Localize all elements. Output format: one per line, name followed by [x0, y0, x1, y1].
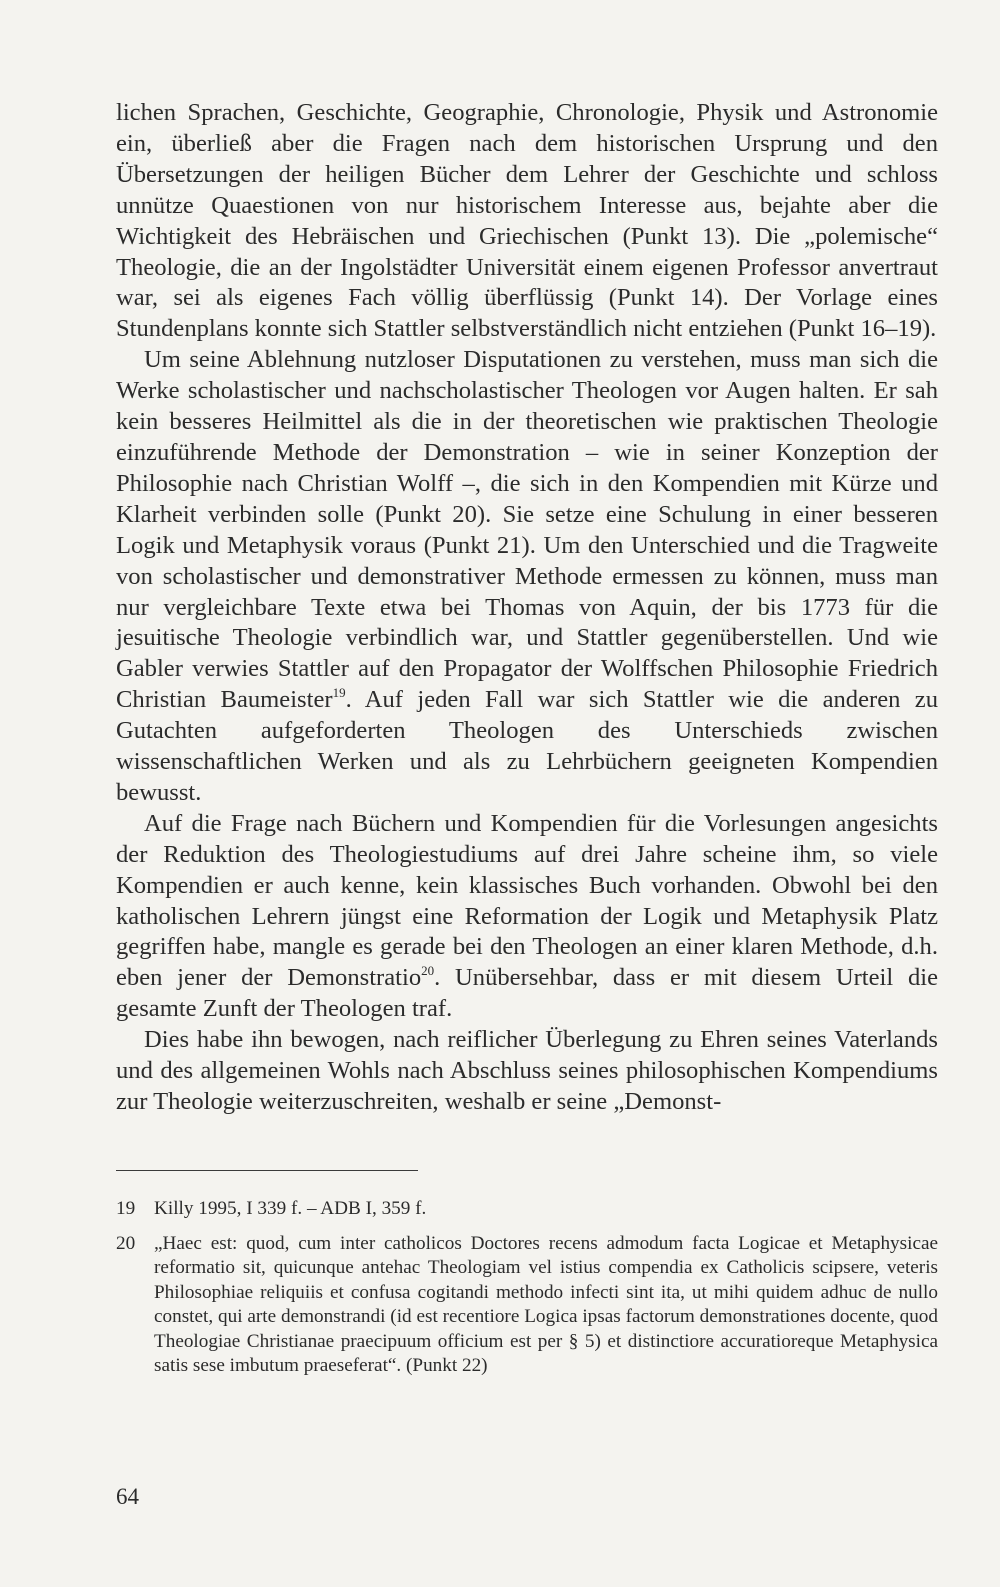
paragraph-text-continued: . Auf jeden Fall war sich Stattler wie die anderen zu Gutachten aufgeforderten Theologen des Unterschieds zwischen wissenschaftlichen Werken und als zu Lehrbüchern geeigneten Kompendien bewusst. [116, 686, 939, 806]
footnotes [116, 1197, 938, 1379]
paragraph-3 [116, 809, 938, 1025]
page-number: 64 [116, 1484, 139, 1509]
paragraph-text: Dies habe ihn bewogen, nach reiflicher Überlegung zu Ehren seines Vaterlands und des allgemeinen Wohls nach Abschluss seines philosophischen Kompendiums zur Theologie weiterzuschreiten, weshalb er seine „Demonst- [116, 1026, 938, 1115]
body-text [116, 98, 938, 1118]
paragraph-text: Auf die Frage nach Büchern und Kompendien für die Vorlesungen angesichts der Reduktion des Theologiestudiums auf drei Jahre scheine ihm, so viele Kompendien er auch kenne, kein klassisches Buch vorhanden. Obwohl bei den katholischen Lehrern jüngst eine Reformation der Logik und Metaphysik Platz gegriffen habe, mangle es gerade bei den Theologen an einer klaren Methode, d.h. eben jener der Demonstratio [116, 809, 938, 992]
footnote-item [116, 1232, 938, 1380]
footnote-text: Killy 1995, I 339 f. – ADB I, 359 f. [154, 1197, 427, 1219]
paragraph-2 [116, 345, 938, 809]
paragraph-text: Um seine Ablehnung nutzloser Disputationen zu verstehen, muss man sich die Werke scholastischer und nachscholastischer Theologen vor Augen halten. Er sah kein besseres Heilmittel als die in der theoretischen wie praktischen Theologie einzuführende Methode der Demonstration – wie in seiner Konzeption der Philosophie nach Christian Wolff –, die sich in den Kompendien mit Kürze und Klarheit verbinden solle (Punkt 20). Sie setze eine Schulung in einer besseren Logik und Metaphysik voraus (Punkt 21). Um den Unterschied und die Tragweite von scholastischer und demonstrativer Methode ermessen zu können, muss man nur vergleichbare Texte etwa bei Thomas von Aquin, der bis 1773 für die jesuitische Theologie verbindlich war, und Stattler gegenüberstellen. Und wie Gabler verwies Stattler auf den Propagator der Wolffschen Philosophie Friedrich Christian Baumeister [116, 346, 938, 714]
paragraph-1 [116, 98, 938, 345]
footnote-number: 20 [116, 1232, 136, 1254]
paragraph-text: lichen Sprachen, Geschichte, Geographie, Chronologie, Physik und Astronomie ein, überließ aber die Fragen nach dem historischen Ursprung und den Übersetzungen der heiligen Bücher dem Lehrer der Geschichte und schloss unnütze Quaestionen von nur historischem Interesse aus, bejahte aber die Wichtigkeit des Hebräischen und Griechischen (Punkt 13). Die „polemische“ Theologie, die an der Ingolstädter Universität einem eigenen Professor anvertraut war, sei als eigenes Fach völlig überflüssig (Punkt 14). Der Vorlage eines Stundenplans konnte sich Stattler selbstverständlich nicht entziehen (Punkt 16–19). [116, 99, 938, 343]
footnote-reference[interactable]: 20 [421, 963, 435, 979]
footnote-text: „Haec est: quod, cum inter catholicos Doctores recens admodum facta Logicae et Metaphysicae reformatio sit, quicunque antehac Theologiam vel istius compendia ex Catholicis scipsere, veteris Philosophiae reliquiis et confusa cogitandi methodo infecti sint ita, ut mihi quidem adhuc de nullo constet, qui arte demonstrandi (id est recentiore Logica ipsas factorum demonstrationes docente, quod Theologiae Christianae praecipuum officium est per § 5) et distinctiore accuratioreque Metaphysica satis sese imbutum praeseferat“. (Punkt 22) [154, 1232, 938, 1377]
paragraph-text-continued: . Unübersehbar, dass er mit diesem Urteil die gesamte Zunft der Theologen traf. [116, 964, 938, 1023]
footnote-number: 19 [116, 1197, 136, 1219]
footnote-item [116, 1197, 938, 1222]
paragraph-4 [116, 1025, 938, 1118]
footnote-reference[interactable]: 19 [332, 685, 346, 701]
page-content [116, 98, 938, 1389]
footnote-divider [116, 1170, 418, 1171]
